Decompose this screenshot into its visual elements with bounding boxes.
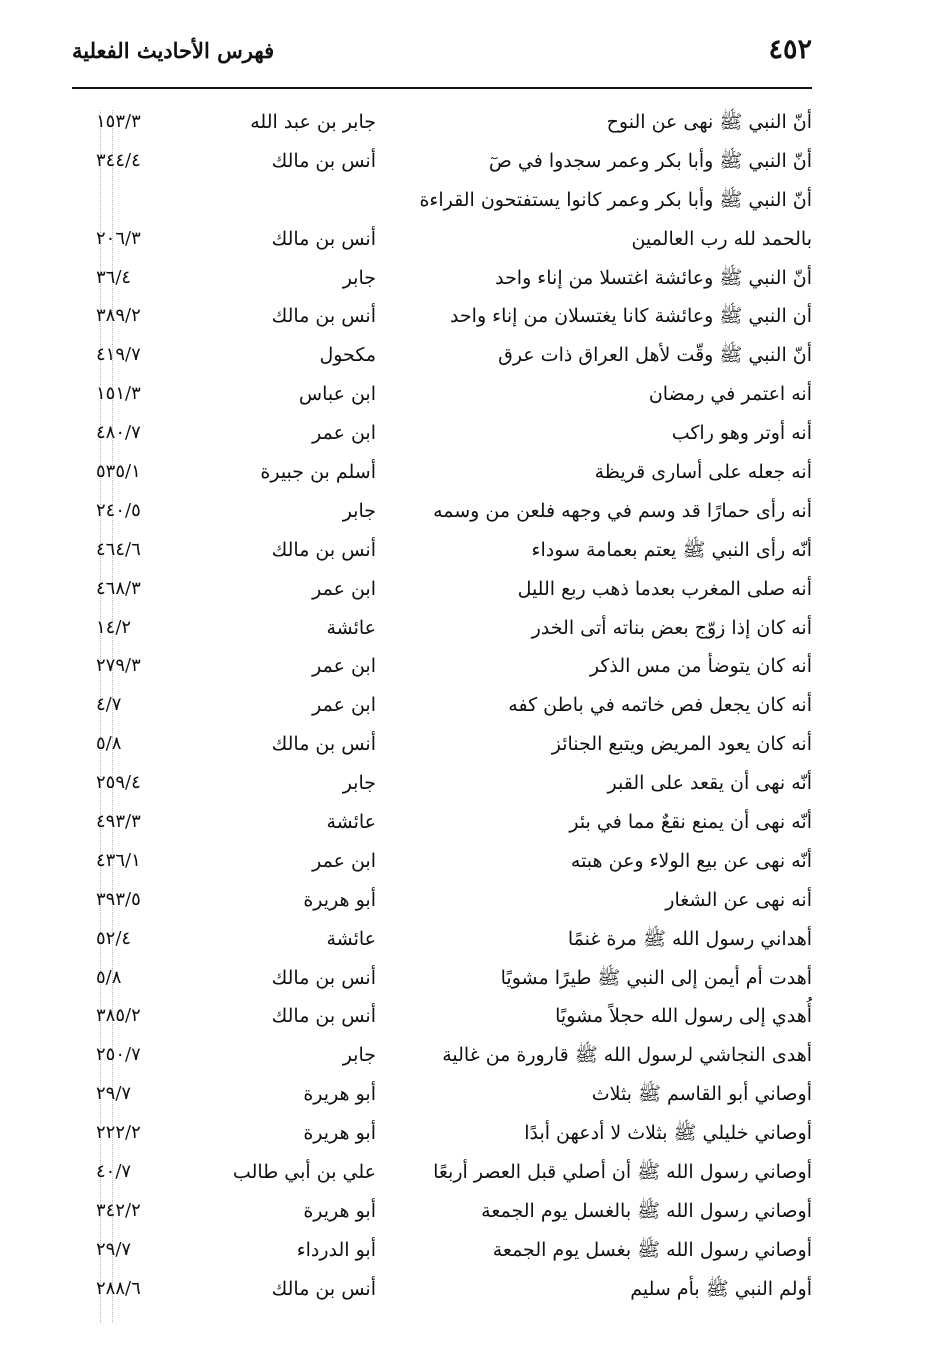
volume-page-ref: ٣٨٩/٢ [96, 305, 141, 327]
narrator-name: أبو الدرداء [296, 1238, 376, 1261]
index-row [72, 1271, 812, 1310]
volume-page-ref: ٤٣٦/١ [96, 849, 141, 871]
index-row [72, 1232, 812, 1271]
narrator-name: ابن عمر [312, 655, 376, 678]
hadith-text: أوصاني أبو القاسم ﷺ بثلاث [591, 1083, 812, 1106]
volume-page-ref: ٥٢/٤ [96, 927, 132, 949]
index-row [72, 298, 812, 337]
hadith-text: أولم النبي ﷺ بأم سليم [630, 1277, 812, 1300]
narrator-name: أبو هريرة [303, 1199, 376, 1222]
volume-page-ref: ٢٩/٧ [96, 1083, 132, 1105]
hadith-text: أنّه نهى أن يقعد على القبر [607, 772, 812, 795]
hadith-text: أوصاني خليلي ﷺ بثلاث لا أدعهن أبدًا [524, 1122, 812, 1145]
volume-page-ref: ٥/٨ [96, 966, 122, 988]
volume-page-ref: ٤/٧ [96, 694, 122, 716]
index-row [72, 998, 812, 1037]
index-row [72, 921, 812, 960]
hadith-text: أنه أوتر وهو راكب [671, 422, 812, 445]
hadith-text: أوصاني رسول الله ﷺ بغسل يوم الجمعة [492, 1238, 812, 1261]
hadith-text: أهدى النجاشي لرسول الله ﷺ قارورة من غالية [442, 1044, 812, 1067]
hadith-text: أنه صلى المغرب بعدما ذهب ربع الليل [517, 577, 812, 600]
narrator-name: ابن عمر [312, 577, 376, 600]
narrator-name: جابر بن عبد الله [250, 111, 376, 133]
hadith-text: بالحمد لله رب العالمين [631, 227, 812, 250]
narrator-name: ابن عباس [298, 383, 376, 406]
narrator-name: أنس بن مالك [271, 1005, 376, 1028]
index-row [72, 804, 812, 843]
volume-page-ref: ٢٥٠/٧ [96, 1044, 141, 1066]
header-rule [72, 87, 812, 89]
volume-page-ref: ٣٨٥/٢ [96, 1005, 141, 1027]
volume-page-ref: ٣٦/٤ [96, 266, 132, 288]
index-row [72, 143, 812, 182]
volume-page-ref: ٢٠٦/٣ [96, 227, 141, 249]
index-row [72, 260, 812, 299]
volume-page-ref: ٢٥٩/٤ [96, 772, 141, 794]
volume-page-ref: ٤٦٤/٦ [96, 538, 141, 560]
volume-page-ref: ٤٠/٧ [96, 1161, 132, 1183]
volume-page-ref: ٤١٩/٧ [96, 344, 141, 366]
volume-page-ref: ٣٤٤/٤ [96, 149, 141, 171]
hadith-text: أنّه نهى عن بيع الولاء وعن هبته [570, 849, 812, 872]
index-row [72, 648, 812, 687]
hadith-text: أنه كان يعود المريض ويتبع الجنائز [551, 733, 812, 756]
volume-page-ref: ١٤/٢ [96, 616, 132, 638]
hadith-text: أهدت أم أيمن إلى النبي ﷺ طيرًا مشويًا [500, 966, 812, 989]
volume-page-ref: ٢٤٠/٥ [96, 499, 141, 521]
index-row [72, 376, 812, 415]
index-row [72, 726, 812, 765]
index-row [72, 610, 812, 649]
volume-page-ref: ٢٧٩/٣ [96, 655, 141, 677]
hadith-text: أنّ النبي ﷺ نهى عن النوح [606, 111, 812, 133]
index-row [72, 882, 812, 921]
hadith-text: أنه كان يتوضأ من مس الذكر [589, 655, 812, 678]
hadith-text: أنّ النبي ﷺ وعائشة اغتسلا من إناء واحد [495, 266, 812, 289]
index-row [72, 415, 812, 454]
hadith-text: أنّه رأى النبي ﷺ يعتم بعمامة سوداء [531, 538, 812, 561]
narrator-name: أسلم بن جبيرة [260, 461, 376, 484]
volume-page-ref: ٢٩/٧ [96, 1238, 132, 1260]
hadith-index-list [72, 104, 812, 1310]
index-row [72, 1076, 812, 1115]
narrator-name: ابن عمر [312, 694, 376, 717]
narrator-name: علي بن أبي طالب [232, 1161, 376, 1184]
hadith-text: أوصاني رسول الله ﷺ بالغسل يوم الجمعة [481, 1199, 812, 1222]
hadith-text: أهداني رسول الله ﷺ مرة غنمًا [567, 927, 812, 950]
narrator-name: أنس بن مالك [271, 733, 376, 756]
index-row [72, 843, 812, 882]
volume-page-ref: ٢٢٢/٢ [96, 1122, 141, 1144]
volume-page-ref: ٥/٨ [96, 733, 122, 755]
volume-page-ref: ٤٩٣/٣ [96, 811, 141, 833]
narrator-name: جابر [342, 772, 376, 795]
index-row [72, 765, 812, 804]
hadith-text: أنه رأى حمارًا قد وسم في وجهه فلعن من وسمه [433, 499, 812, 522]
index-row [72, 104, 812, 143]
narrator-name: أنس بن مالك [271, 1277, 376, 1300]
volume-page-ref: ١٥٣/٣ [96, 111, 141, 132]
hadith-text: أوصاني رسول الله ﷺ أن أصلي قبل العصر أربعًا [433, 1161, 812, 1184]
hadith-text: أنّ النبي ﷺ وأبا بكر وعمر كانوا يستفتحون القراءة [419, 188, 812, 211]
narrator-name: ابن عمر [312, 849, 376, 872]
narrator-name: أبو هريرة [303, 888, 376, 911]
narrator-name: عائشة [326, 616, 376, 639]
index-row [72, 960, 812, 999]
index-row [72, 1115, 812, 1154]
volume-page-ref: ٣٤٢/٢ [96, 1199, 141, 1221]
hadith-text: أنه اعتمر في رمضان [648, 383, 812, 406]
narrator-name: جابر [342, 1044, 376, 1067]
narrator-name: أنس بن مالك [271, 227, 376, 250]
narrator-name: عائشة [326, 811, 376, 834]
index-row [72, 687, 812, 726]
narrator-name: أنس بن مالك [271, 149, 376, 172]
hadith-text: أنه كان إذا زوّج بعض بناته أتى الخدر [531, 616, 812, 639]
narrator-name: أبو هريرة [303, 1083, 376, 1106]
page-title: فهرس الأحاديث الفعلية [72, 38, 275, 63]
hadith-text: أنه كان يجعل فص خاتمه في باطن كفه [508, 694, 812, 717]
index-row [72, 454, 812, 493]
volume-page-ref: ٤٨٠/٧ [96, 422, 141, 444]
index-row [72, 493, 812, 532]
narrator-name: أبو هريرة [303, 1122, 376, 1145]
index-row [72, 571, 812, 610]
index-row [72, 1193, 812, 1232]
narrator-name: ابن عمر [312, 422, 376, 445]
hadith-text: أن النبي ﷺ وعائشة كانا يغتسلان من إناء واحد [449, 305, 812, 328]
narrator-name: جابر [342, 499, 376, 522]
hadith-text: أنّه نهى أن يمنع نقعٌ مما في بئر [569, 811, 812, 834]
index-row [72, 1037, 812, 1076]
narrator-name: جابر [342, 266, 376, 289]
narrator-name: أنس بن مالك [271, 305, 376, 328]
page-number: ٤٥٢ [768, 34, 812, 65]
index-row [72, 1154, 812, 1193]
narrator-name: أنس بن مالك [271, 538, 376, 561]
hadith-text: أنه جعله على أسارى قريظة [594, 461, 812, 484]
hadith-text: أنه نهى عن الشغار [665, 888, 812, 911]
volume-page-ref: ٤٦٨/٣ [96, 577, 141, 599]
index-row [72, 337, 812, 376]
index-row [72, 182, 812, 221]
volume-page-ref: ٢٨٨/٦ [96, 1277, 141, 1299]
hadith-text: أُهدي إلى رسول الله حجلاً مشويًا [555, 1005, 812, 1028]
narrator-name: عائشة [326, 927, 376, 950]
narrator-name: أنس بن مالك [271, 966, 376, 989]
narrator-name: مكحول [319, 344, 376, 367]
index-row [72, 532, 812, 571]
volume-page-ref: ١٥١/٣ [96, 383, 141, 405]
index-row [72, 221, 812, 260]
page-header [72, 34, 812, 78]
volume-page-ref: ٥٣٥/١ [96, 461, 141, 483]
hadith-text: أنّ النبي ﷺ وقّت لأهل العراق ذات عرق [498, 344, 812, 367]
volume-page-ref: ٣٩٣/٥ [96, 888, 141, 910]
hadith-text: أنّ النبي ﷺ وأبا بكر وعمر سجدوا في صٓ [488, 149, 812, 172]
